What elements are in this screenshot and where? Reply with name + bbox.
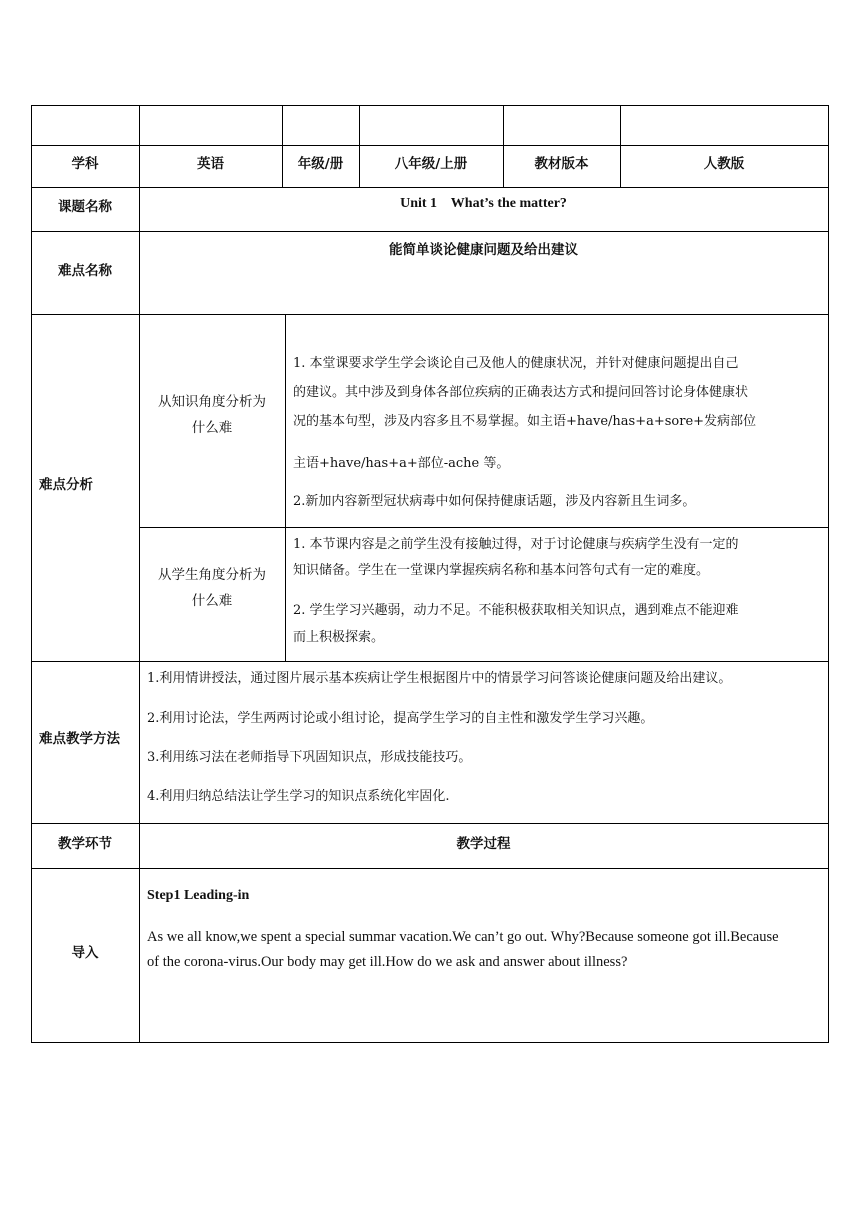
difficulty-name-value: 能简单谈论健康问题及给出建议 xyxy=(389,242,578,258)
table-border-right xyxy=(828,105,829,1043)
table-divider xyxy=(31,187,829,188)
step-paragraph xyxy=(147,925,827,975)
step-line: As we all know,we spent a special summar vacation.We can’t go out. Why?Because someone got ill.Because xyxy=(147,929,779,945)
table-border-bottom xyxy=(31,1042,829,1043)
knowledge-line: 1. 本堂课要求学生学会谈论自己及他人的健康状况，并针对健康问题提出自己 xyxy=(293,356,739,371)
table-divider xyxy=(359,105,360,188)
lesson-title-label: 课题名称 xyxy=(58,199,112,215)
knowledge-line: 况的基本句型，涉及内容多且不易掌握。如主语+have/has+a+sore+发病部位 xyxy=(293,414,757,429)
stage-label: 教学环节 xyxy=(58,836,112,852)
knowledge-line: 主语+have/has+a+部位-ache 等。 xyxy=(293,456,510,471)
step-title: Step1 Leading-in xyxy=(147,888,250,903)
knowledge-line: 2.新加内容新型冠状病毒中如何保持健康话题，涉及内容新且生词多。 xyxy=(293,494,696,509)
grade-value: 八年级/上册 xyxy=(394,156,468,172)
knowledge-angle-label: 从知识角度分析为 什么难 xyxy=(158,394,266,436)
edition-label: 教材版本 xyxy=(534,156,589,172)
student-line: 2. 学生学习兴趣弱，动力不足。不能积极获取相关知识点，遇到难点不能迎难 xyxy=(293,603,739,618)
knowledge-line: 的建议。其中涉及到身体各部位疾病的正确表达方式和提问回答讨论身体健康状 xyxy=(293,385,749,400)
table-border-top xyxy=(31,105,829,106)
table-divider xyxy=(285,314,286,662)
grade-label: 年级/册 xyxy=(297,156,344,172)
student-line: 而上积极探索。 xyxy=(293,630,385,645)
step-line: of the corona-virus.Our body may get ill.How do we ask and answer about illness? xyxy=(147,954,628,970)
student-line: 1. 本节课内容是之前学生没有接触过得，对于讨论健康与疾病学生没有一定的 xyxy=(293,537,739,552)
method-item: 1.利用情讲授法，通过图片展示基本疾病让学生根据图片中的情景学习问答谈论健康问题及给出建议。 xyxy=(147,671,732,686)
analysis-label: 难点分析 xyxy=(39,477,93,493)
table-divider xyxy=(31,314,829,315)
subject-value: 英语 xyxy=(197,156,224,172)
table-divider xyxy=(31,661,829,662)
edition-value: 人教版 xyxy=(703,156,745,172)
intro-label: 导入 xyxy=(71,945,99,961)
table-divider xyxy=(503,105,504,188)
student-angle-label: 从学生角度分析为 什么难 xyxy=(158,567,266,609)
methods-label: 难点教学方法 xyxy=(39,731,120,747)
table-divider xyxy=(31,145,829,146)
difficulty-name-label: 难点名称 xyxy=(58,263,112,279)
lesson-title-value: Unit 1 What’s the matter? xyxy=(400,196,567,211)
table-divider xyxy=(31,823,829,824)
method-item: 4.利用归纳总结法让学生学习的知识点系统化牢固化. xyxy=(147,789,450,804)
table-divider xyxy=(31,868,829,869)
table-divider xyxy=(31,231,829,232)
table-divider xyxy=(285,527,829,528)
table-divider xyxy=(620,105,621,188)
table-divider xyxy=(282,105,283,188)
process-label: 教学过程 xyxy=(456,836,511,852)
method-item: 2.利用讨论法，学生两两讨论或小组讨论，提高学生学习的自主性和激发学生学习兴趣。 xyxy=(147,711,654,726)
method-item: 3.利用练习法在老师指导下巩固知识点，形成技能技巧。 xyxy=(147,750,472,765)
subject-label: 学科 xyxy=(71,156,99,172)
table-border-left xyxy=(31,105,32,1043)
student-line: 知识储备。学生在一堂课内掌握疾病名称和基本问答句式有一定的难度。 xyxy=(293,563,710,578)
table-divider xyxy=(139,527,285,528)
